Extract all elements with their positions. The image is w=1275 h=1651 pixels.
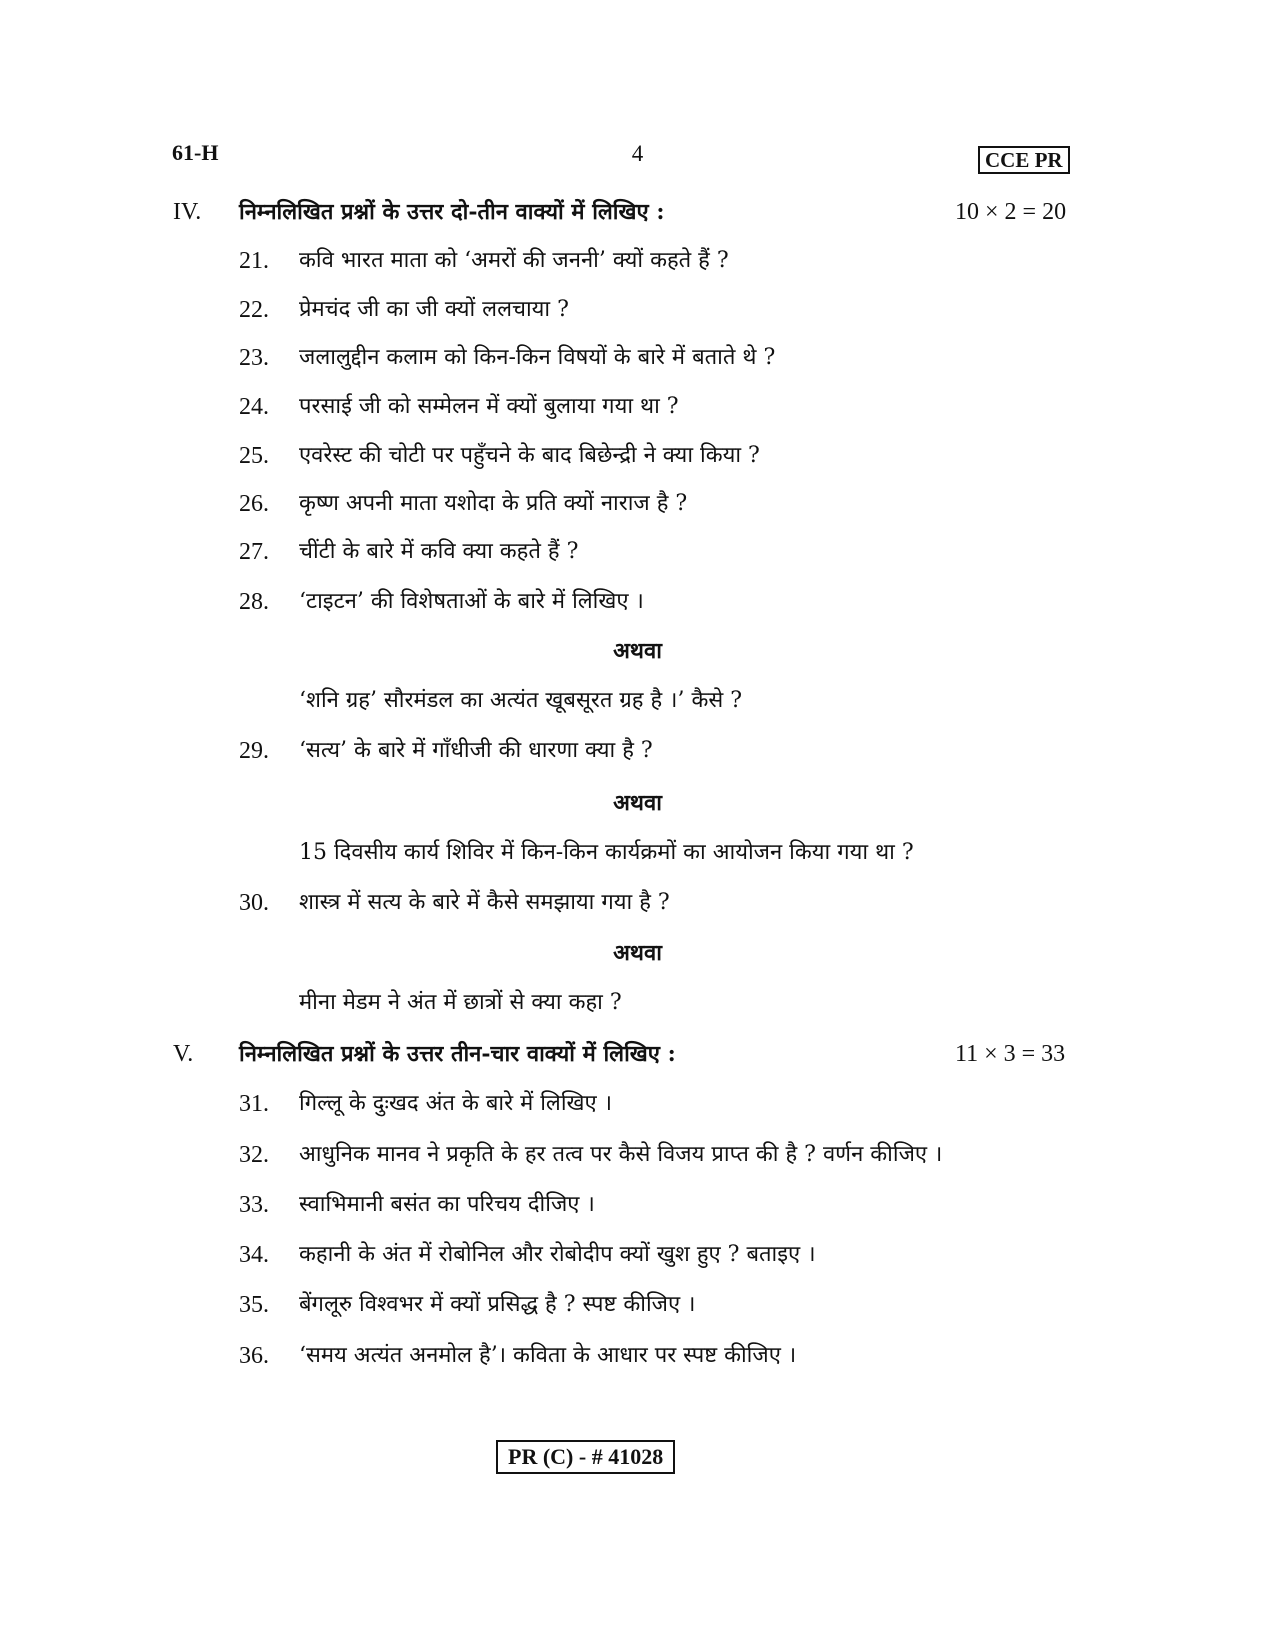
footer-code: PR (C) - # 41028 bbox=[496, 1440, 675, 1474]
paper-code: 61-H bbox=[172, 140, 219, 165]
section-title: निम्नलिखित प्रश्नों के उत्तर दो-तीन वाक्यों में लिखिए : bbox=[239, 199, 665, 225]
question-text: ‘समय अत्यंत अनमोल है’। कविता के आधार पर स्पष्ट कीजिए । bbox=[299, 1343, 797, 1368]
question-text: कवि भारत माता को ‘अमरों की जननी’ क्यों कहते हैं ? bbox=[299, 248, 729, 273]
question-number: 31. bbox=[239, 1091, 269, 1117]
question-text: कृष्ण अपनी माता यशोदा के प्रति क्यों नाराज है ? bbox=[299, 491, 688, 516]
section-title: निम्नलिखित प्रश्नों के उत्तर तीन-चार वाक्यों में लिखिए : bbox=[239, 1041, 676, 1067]
page-number: 4 bbox=[631, 141, 644, 166]
or-label: अथवा bbox=[613, 940, 662, 966]
question-number: 21. bbox=[239, 248, 269, 274]
question-number: 27. bbox=[239, 539, 269, 565]
question-number: 29. bbox=[239, 738, 269, 764]
question-text: एवरेस्ट की चोटी पर पहुँचने के बाद बिछेन्द्री ने क्या किया ? bbox=[299, 443, 760, 468]
section-marks: 10 × 2 = 20 bbox=[955, 199, 1067, 225]
or-label: अथवा bbox=[613, 790, 662, 816]
series-badge: CCE PR bbox=[978, 146, 1070, 174]
question-number: 24. bbox=[239, 394, 269, 420]
question-text: ‘सत्य’ के बारे में गाँधीजी की धारणा क्या है ? bbox=[299, 738, 653, 763]
question-number: 35. bbox=[239, 1292, 269, 1318]
question-number: 25. bbox=[239, 443, 269, 469]
question-number: 33. bbox=[239, 1192, 269, 1218]
question-text: ‘टाइटन’ की विशेषताओं के बारे में लिखिए । bbox=[299, 589, 644, 614]
question-text: बेंगलूरु विश्वभर में क्यों प्रसिद्ध है ? स्पष्ट कीजिए । bbox=[299, 1292, 696, 1317]
question-text: जलालुद्दीन कलाम को किन-किन विषयों के बारे में बताते थे ? bbox=[299, 345, 776, 370]
question-number: 36. bbox=[239, 1343, 269, 1369]
question-number: 32. bbox=[239, 1142, 269, 1168]
section-marks: 11 × 3 = 33 bbox=[955, 1041, 1066, 1067]
question-number: 23. bbox=[239, 345, 269, 371]
question-number: 34. bbox=[239, 1242, 269, 1268]
section-number: V. bbox=[173, 1041, 194, 1067]
question-number: 30. bbox=[239, 890, 269, 916]
alternate-question-text: मीना मेडम ने अंत में छात्रों से क्या कहा ? bbox=[299, 990, 622, 1015]
or-label: अथवा bbox=[613, 638, 662, 664]
question-number: 26. bbox=[239, 491, 269, 517]
question-text: परसाई जी को सम्मेलन में क्यों बुलाया गया था ? bbox=[299, 394, 679, 419]
section-number: IV. bbox=[173, 199, 202, 225]
alternate-question-text: 15 दिवसीय कार्य शिविर में किन-किन कार्यक्रमों का आयोजन किया गया था ? bbox=[299, 840, 914, 865]
question-text: चींटी के बारे में कवि क्या कहते हैं ? bbox=[299, 539, 579, 564]
question-text: शास्त्र में सत्य के बारे में कैसे समझाया गया है ? bbox=[299, 890, 670, 915]
question-text: आधुनिक मानव ने प्रकृति के हर तत्व पर कैसे विजय प्राप्त की है ? वर्णन कीजिए । bbox=[299, 1142, 943, 1167]
question-text: गिल्लू के दुःखद अंत के बारे में लिखिए । bbox=[299, 1091, 613, 1116]
question-text: स्वाभिमानी बसंत का परिचय दीजिए । bbox=[299, 1192, 595, 1217]
alternate-question-text: ‘शनि ग्रह’ सौरमंडल का अत्यंत खूबसूरत ग्रह है ।’ कैसे ? bbox=[299, 688, 743, 713]
question-number: 22. bbox=[239, 297, 269, 323]
question-text: कहानी के अंत में रोबोनिल और रोबोदीप क्यों खुश हुए ? बताइए । bbox=[299, 1242, 816, 1267]
question-text: प्रेमचंद जी का जी क्यों ललचाया ? bbox=[299, 297, 569, 322]
question-number: 28. bbox=[239, 589, 269, 615]
